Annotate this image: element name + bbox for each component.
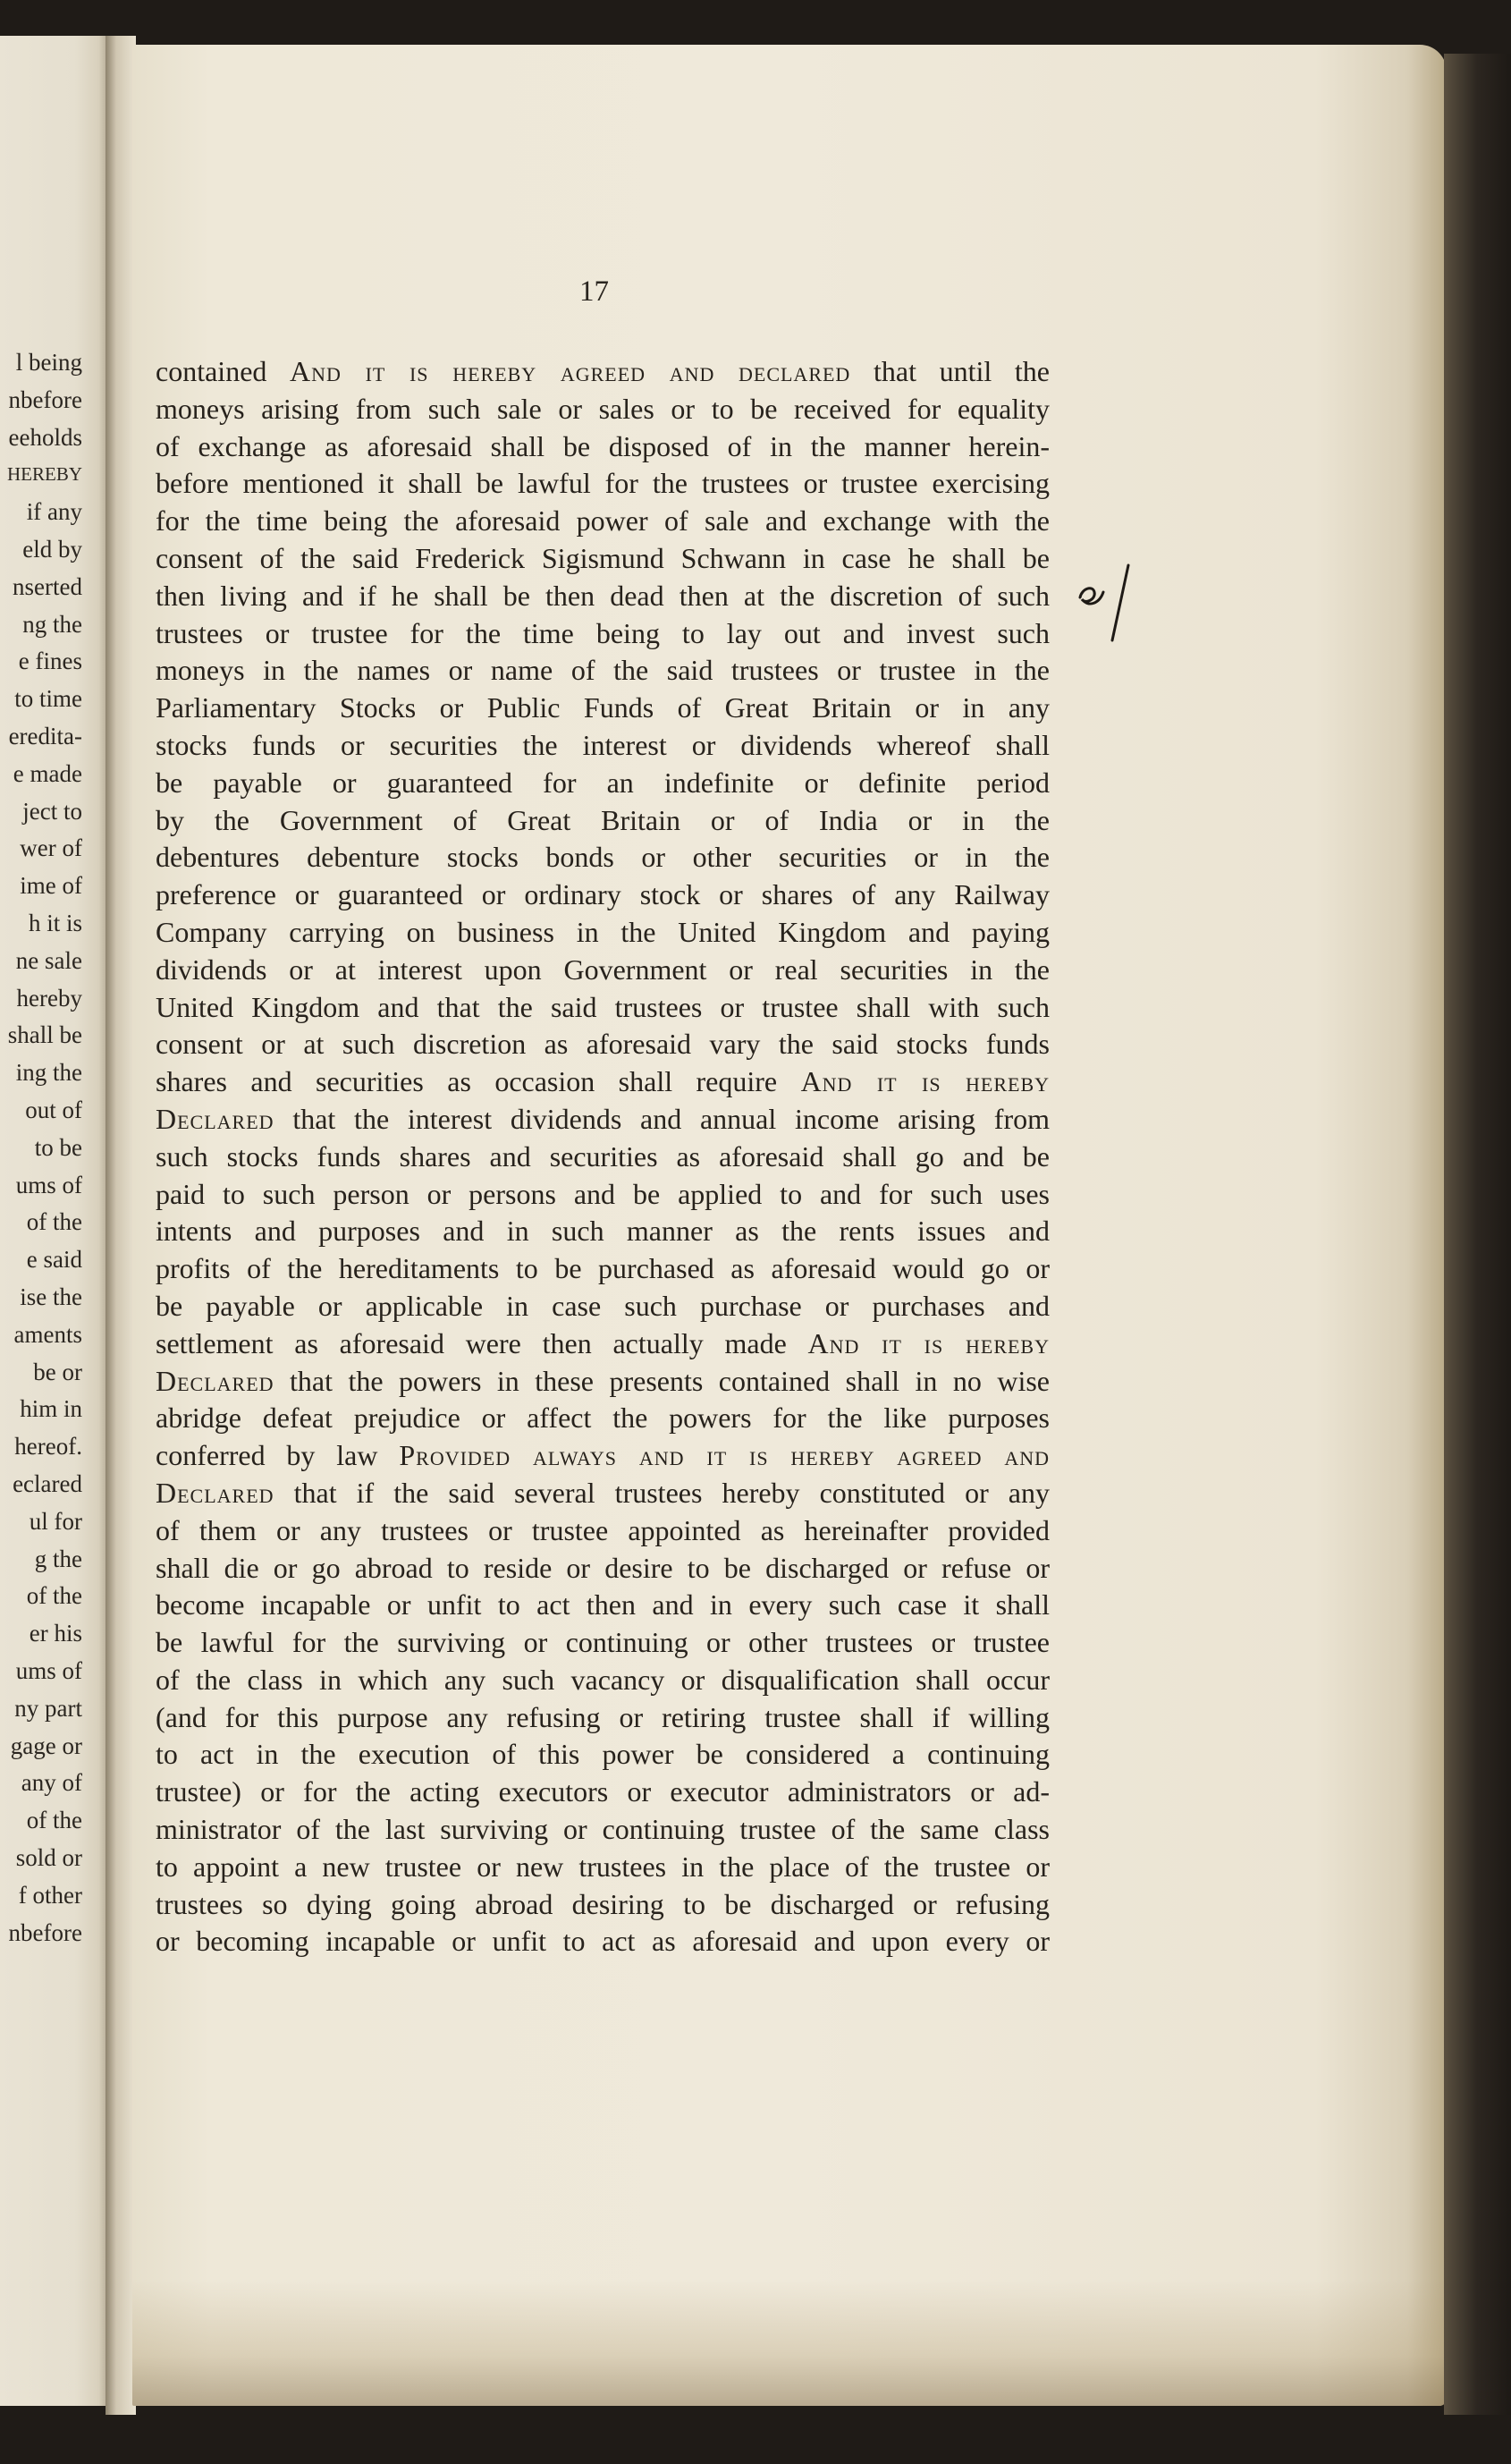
left-page-fragment: nbefore <box>8 1918 82 1946</box>
body-line: trustees so dying going abroad desiring to be discharged or refusing <box>156 1887 1050 1920</box>
body-line: profits of the hereditaments to be purchased as aforesaid would go or <box>156 1252 1050 1285</box>
body-line: such stocks funds shares and securities as aforesaid shall go and be <box>156 1139 1050 1173</box>
left-page-fragment: ul for <box>29 1507 82 1535</box>
body-line: stocks funds or securities the interest or dividends whereof shall <box>156 728 1050 761</box>
body-line: consent or at such discretion as aforesaid vary the said stocks funds <box>156 1028 1050 1061</box>
body-line: shall die or go abroad to reside or desire to be discharged or refuse or <box>156 1551 1050 1584</box>
body-line: trustees or trustee for the time being to lay out and invest such <box>156 616 1050 649</box>
left-page-fragment: HEREBY <box>7 463 82 486</box>
body-line: moneys in the names or name of the said trustees or trustee in the <box>156 654 1050 687</box>
body-line: be payable or applicable in case such purchase or purchases and <box>156 1289 1050 1322</box>
book-gutter <box>106 36 136 2415</box>
left-page-fragment: shall be <box>7 1021 82 1049</box>
body-line: or becoming incapable or unfit to act as aforesaid and upon every or <box>156 1925 1050 1958</box>
body-line: (and for this purpose any refusing or retiring trustee shall if willing <box>156 1700 1050 1733</box>
body-line: preference or guaranteed or ordinary stock or shares of any Railway <box>156 878 1050 911</box>
left-page-fragment: gage or <box>10 1732 82 1759</box>
body-line: ministrator of the last surviving or continuing trustee of the same class <box>156 1813 1050 1846</box>
left-page-fragment: to be <box>34 1133 82 1161</box>
body-line: Declared that if the said several trustees hereby constituted or any <box>156 1476 1050 1509</box>
body-line: shares and securities as occasion shall require And it is hereby <box>156 1065 1051 1098</box>
left-page-edge <box>0 36 107 2406</box>
left-page-fragment: ums of <box>15 1657 82 1684</box>
book-cover-edge <box>1444 54 1511 2415</box>
page-stain <box>132 2281 1447 2406</box>
left-page-fragment: of the <box>26 1582 82 1610</box>
left-page-fragment: g the <box>34 1545 82 1572</box>
left-page-fragment: if any <box>26 498 82 526</box>
left-page-fragment: hereof. <box>14 1433 82 1461</box>
body-line: of exchange as aforesaid shall be disposed of in the manner herein- <box>156 429 1050 462</box>
body-line: trustee) or for the acting executors or executor administrators or ad- <box>156 1775 1050 1808</box>
left-page-fragment: e fines <box>18 648 82 675</box>
body-line: conferred by law Provided always and it is hereby agreed and <box>156 1439 1051 1472</box>
left-page-fragment: aments <box>13 1320 82 1348</box>
body-line: Declared that the interest dividends and annual income arising from <box>156 1102 1050 1135</box>
body-line: settlement as aforesaid were then actually made And it is hereby <box>156 1326 1050 1359</box>
body-line: consent of the said Frederick Sigismund Schwann in case he shall be <box>156 541 1050 574</box>
left-page-fragment: h it is <box>28 910 82 936</box>
body-line: Company carrying on business in the United Kingdom and paying <box>156 915 1050 948</box>
body-line: to appoint a new trustee or new trustees in the place of the trustee or <box>156 1850 1050 1883</box>
left-page-fragment: of the <box>26 1208 82 1236</box>
body-line: moneys arising from such sale or sales or to be received for equality <box>156 392 1050 425</box>
body-line: become incapable or unfit to act then and in every such case it shall <box>156 1588 1050 1621</box>
left-page-fragment: ise the <box>20 1283 82 1310</box>
left-page-fragment: out of <box>25 1097 82 1123</box>
left-page-fragment: ne sale <box>15 946 82 974</box>
left-page-fragment: eclared <box>13 1470 82 1497</box>
left-page-fragment: ny part <box>14 1694 82 1722</box>
body-line: for the time being the aforesaid power of sale and exchange with the <box>156 504 1050 538</box>
left-page-fragment: e said <box>26 1246 82 1274</box>
body-line: then living and if he shall be then dead then at the discretion of such <box>156 579 1050 612</box>
body-line: Declared that the powers in these presents contained shall in no wise <box>156 1364 1050 1397</box>
body-line: before mentioned it shall be lawful for the trustees or trustee exercising <box>156 467 1050 500</box>
left-page-fragment: ime of <box>20 872 82 900</box>
left-page-fragment: of the <box>26 1807 82 1834</box>
body-line: intents and purposes and in such manner as the rents issues and <box>156 1215 1050 1248</box>
body-line: paid to such person or persons and be applied to and for such uses <box>156 1177 1050 1210</box>
body-line: be payable or guaranteed for an indefinite or definite period <box>156 766 1050 799</box>
left-page-fragment: ng the <box>22 610 82 638</box>
left-page-fragment: nserted <box>13 572 82 600</box>
body-line: contained And it is hereby agreed and declared that until the <box>156 355 1051 387</box>
handwritten-margin-mark <box>1073 555 1144 644</box>
body-line: of them or any trustees or trustee appointed as hereinafter provided <box>156 1513 1050 1546</box>
left-page-fragment: l being <box>15 349 82 376</box>
left-page-fragment: sold or <box>15 1844 82 1871</box>
left-page-fragment: eredita- <box>8 723 82 749</box>
left-page-fragment: wer of <box>20 834 82 862</box>
body-line: United Kingdom and that the said trustees or trustee shall with such <box>156 990 1050 1023</box>
left-page-fragment: ing the <box>15 1059 82 1087</box>
left-page-fragment: f other <box>18 1881 82 1909</box>
body-line: Parliamentary Stocks or Public Funds of Great Britain or in any <box>156 691 1050 724</box>
left-page-fragment: e made <box>13 759 82 787</box>
left-page-fragment: him in <box>20 1395 82 1423</box>
left-page-fragment: ject to <box>22 797 82 825</box>
document-body <box>156 353 1050 1960</box>
left-page-fragment: eld by <box>22 536 82 563</box>
body-line: by the Government of Great Britain or of India or in the <box>156 803 1050 836</box>
body-line: to act in the execution of this power be considered a continuing <box>156 1738 1050 1771</box>
left-page-fragment: any of <box>21 1769 82 1797</box>
left-page-fragment: nbefore <box>8 385 82 413</box>
page-number: 17 <box>579 275 609 308</box>
left-page-fragment: hereby <box>16 984 82 1012</box>
body-line: of the class in which any such vacancy or disqualification shall occur <box>156 1663 1050 1696</box>
left-page-fragment: eeholds <box>8 423 82 451</box>
left-page-fragment: ums of <box>15 1171 82 1198</box>
left-page-fragment: be or <box>33 1358 82 1385</box>
body-line: debentures debenture stocks bonds or other securities or in the <box>156 841 1050 874</box>
body-line: be lawful for the surviving or continuing or other trustees or trustee <box>156 1626 1050 1659</box>
left-page-fragment: to time <box>14 685 82 713</box>
body-line: dividends or at interest upon Government or real securities in the <box>156 953 1050 986</box>
body-line: abridge defeat prejudice or affect the powers for the like purposes <box>156 1401 1050 1435</box>
left-page-fragment: er his <box>29 1620 82 1647</box>
